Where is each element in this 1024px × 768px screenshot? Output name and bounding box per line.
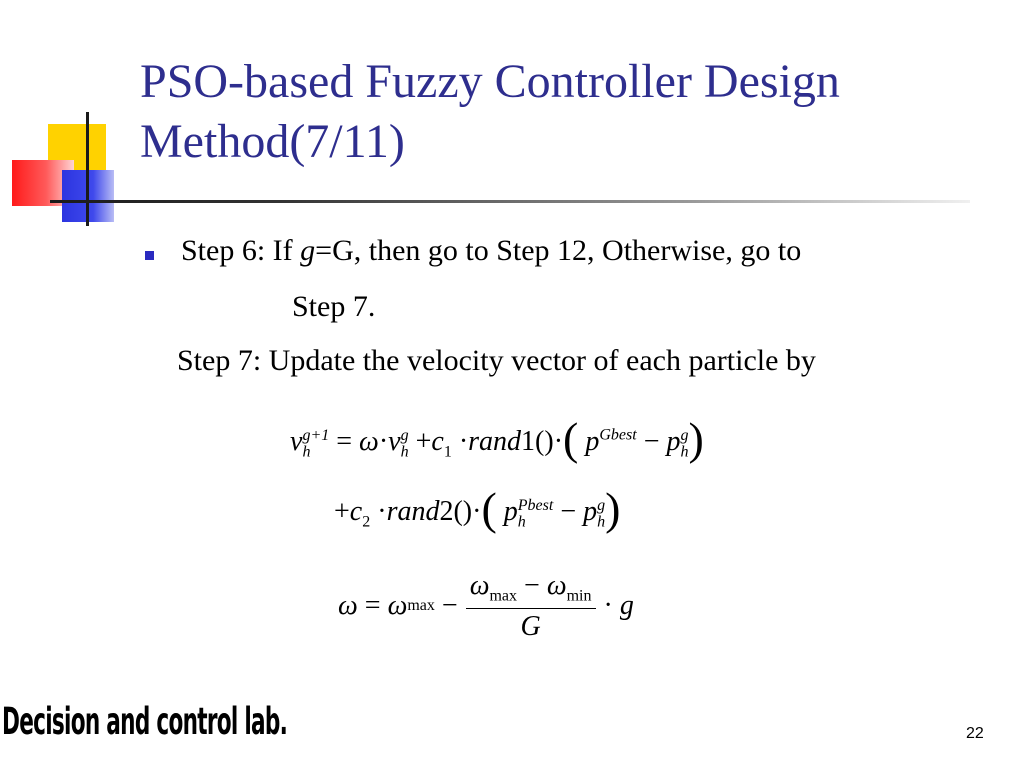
inertia-weight-equation: ω = ω max − $\frac{\omega_{max} - \omega_{min}}{G}$ · g <box>338 570 634 642</box>
velocity-equation-line-1: $v_h^{g+1} = \omega\cdot v_h^g +c_1$ ·rand1()·( $p^{Gbest} - p_h^g$) <box>290 413 704 464</box>
fraction-denominator: G <box>520 610 541 642</box>
decor-vertical-line <box>86 112 89 226</box>
step7-text: Step 7: Update the velocity vector of each particle by <box>177 344 816 377</box>
title-underline <box>50 200 970 203</box>
fraction-numerator: $\omega_{max} - \omega_{min}$ <box>466 570 596 609</box>
step6-suffix: =G, then go to Step 12, Otherwise, go to <box>315 234 802 267</box>
velocity-equation-line-2: $+c_2$ ·rand2()·( $p_h^{Pbest} - p_h^g$) <box>334 483 621 534</box>
step6-continuation: Step 7. <box>292 290 376 323</box>
omega-fraction <box>466 570 596 643</box>
slide-title <box>140 52 1000 172</box>
bullet-marker <box>145 251 154 260</box>
step6-text <box>181 234 801 268</box>
title-line-1: PSO-based Fuzzy Controller Design <box>140 55 840 108</box>
step6-prefix: Step 6: If <box>181 234 301 267</box>
title-line-2: Method(7/11) <box>140 115 405 168</box>
step6-var-g: g <box>300 234 316 267</box>
footer-lab-name: Decision and control lab. <box>2 700 288 744</box>
page-number: 22 <box>966 725 984 742</box>
